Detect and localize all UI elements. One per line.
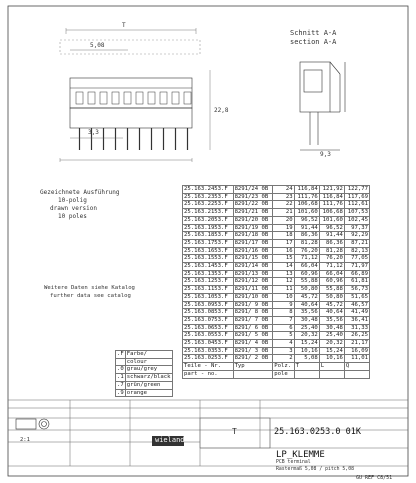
table-cell: 13 [273,270,294,278]
table-cell: 8291/11 0B [233,286,273,294]
table-cell: 5,08 [294,355,319,363]
table-cell: 25.163.0653.F [183,324,234,332]
legend-row [116,389,173,397]
table-row [183,247,370,255]
table-row [183,193,370,201]
table-cell: 116,84 [294,186,319,194]
table-cell: 25.163.1953.F [183,224,234,232]
table-header-cell: pole [273,370,294,378]
drawing-title: LP_KLEMME [276,450,325,460]
table-cell: 116,84 [319,193,344,201]
table-cell: 12 [273,278,294,286]
side-view [300,62,345,150]
table-cell: 6 [273,324,294,332]
table-header-cell: Typ [233,363,273,371]
dim-pitch-bottom: 3,3 [88,129,99,136]
table-cell: 23 [273,193,294,201]
legend-cell: grün/green [125,381,172,389]
table-cell: 17 [273,239,294,247]
table-cell: 81,28 [294,239,319,247]
footer-code: GU REF C8/51 [356,475,393,481]
table-row [183,263,370,271]
section-label-de: Schnitt A-A [290,29,337,37]
table-cell: 117,69 [344,193,369,201]
table-cell: 66,89 [344,270,369,278]
table-cell: 8291/16 0B [233,247,273,255]
table-cell: 16,09 [344,347,369,355]
table-row [183,309,370,317]
table-cell: 25.163.0253.F [183,355,234,363]
table-row [183,224,370,232]
table-header-cell: L [319,363,344,371]
table-cell: 71,12 [294,255,319,263]
dim-height: 22,8 [214,107,229,114]
subtitle-1: PCB terminal [276,460,311,465]
table-cell: 11,01 [344,355,369,363]
color-legend [115,350,173,397]
table-cell: 25.163.1753.F [183,239,234,247]
legend-cell: grau/grey [125,366,172,374]
table-header-cell: Q [344,363,369,371]
legend-cell: colour [125,358,172,366]
table-cell: 25.163.2253.F [183,201,234,209]
table-header-cell [294,370,319,378]
note-shown-en2: 10 poles [58,213,87,220]
table-cell: 61,81 [344,278,369,286]
table-cell: 107,53 [344,209,369,217]
table-cell: 25.163.2153.F [183,209,234,217]
table-cell: 8291/18 0B [233,232,273,240]
dim-pitch-top: 5,08 [90,42,105,49]
table-cell: 92,29 [344,232,369,240]
table-cell: 55,88 [294,278,319,286]
legend-row [116,374,173,382]
table-cell: 8 [273,309,294,317]
table-row [183,201,370,209]
table-cell: 86,36 [319,239,344,247]
table-cell: 56,73 [344,286,369,294]
table-cell: 50,80 [319,293,344,301]
table-cell: 46,57 [344,301,369,309]
table-cell: 14 [273,263,294,271]
table-cell: 66,04 [319,270,344,278]
legend-row [116,366,173,374]
table-cell: 25.163.2353.F [183,193,234,201]
table-cell: 8291/19 0B [233,224,273,232]
table-cell: 76,20 [294,247,319,255]
table-cell: 15,24 [319,347,344,355]
legend-row [116,358,173,366]
table-cell: 8291/ 3 0B [233,347,273,355]
table-cell: 60,96 [319,278,344,286]
table-row [183,324,370,332]
table-cell: 8291/17 0B [233,239,273,247]
table-cell: 97,37 [344,224,369,232]
table-cell: 71,97 [344,263,369,271]
note-more-en: further data see catalog [50,293,131,299]
table-cell: 40,64 [319,309,344,317]
table-cell: 106,68 [319,209,344,217]
table-cell: 36,41 [344,316,369,324]
table-cell: 11 [273,286,294,294]
table-cell: 8291/20 0B [233,216,273,224]
table-row [183,270,370,278]
table-row [183,316,370,324]
table-cell: 20 [273,216,294,224]
terminal-opening [136,92,143,104]
table-row [183,239,370,247]
table-cell: 35,56 [319,316,344,324]
table-cell: 8291/13 0B [233,270,273,278]
legend-cell [116,358,126,366]
table-header-row-en [183,370,370,378]
table-cell: 25.163.0453.F [183,340,234,348]
table-cell: 8291/ 8 0B [233,309,273,317]
table-cell: 9 [273,301,294,309]
table-cell: 25.163.1053.F [183,293,234,301]
table-row [183,232,370,240]
scale-label: 2:1 [20,437,30,443]
table-cell: 15,24 [294,340,319,348]
table-cell: 71,12 [319,263,344,271]
table-cell: 5 [273,332,294,340]
legend-cell: .9 [117,389,124,396]
terminal-opening [184,92,191,104]
table-cell: 20,32 [294,332,319,340]
table-cell: 76,20 [319,255,344,263]
table-row [183,209,370,217]
table-cell: 81,28 [319,247,344,255]
table-cell: 2 [273,355,294,363]
table-cell: 25,40 [319,332,344,340]
table-cell: 8291/ 4 0B [233,340,273,348]
table-row [183,301,370,309]
table-cell: 8291/14 0B [233,263,273,271]
table-cell: 40,64 [294,301,319,309]
table-cell: 10,16 [319,355,344,363]
table-row [183,340,370,348]
note-shown-de2: 10-polig [58,197,87,204]
table-cell: 31,33 [344,324,369,332]
legend-cell: Farbe/ [125,351,172,359]
table-cell: 45,72 [294,293,319,301]
table-cell: 8291/ 5 0B [233,332,273,340]
table-row [183,347,370,355]
terminal-opening [88,92,95,104]
note-more-de: Weitere Daten siehe Katalog [44,285,135,291]
terminal-opening [112,92,119,104]
table-cell: 87,21 [344,239,369,247]
table-header-cell [233,370,273,378]
table-header-cell: part - no. [183,370,234,378]
table-row [183,355,370,363]
table-cell: 25.163.1153.F [183,286,234,294]
table-cell: 25.163.2053.F [183,216,234,224]
table-cell: 25.163.0853.F [183,309,234,317]
table-row [183,216,370,224]
table-cell: 10 [273,293,294,301]
legend-row [116,381,173,389]
table-cell: 25.163.1553.F [183,255,234,263]
table-cell: 25.163.1653.F [183,247,234,255]
table-cell: 25.163.0953.F [183,301,234,309]
table-cell: 8291/24 0B [233,186,273,194]
table-cell: 77,05 [344,255,369,263]
table-cell: 8291/23 0B [233,193,273,201]
table-cell: 24 [273,186,294,194]
legend-cell: orange [125,389,172,397]
table-cell: 25.163.1853.F [183,232,234,240]
table-cell: 66,04 [294,263,319,271]
terminal-opening [160,92,167,104]
terminal-opening [76,92,83,104]
table-row [183,286,370,294]
table-cell: 45,72 [319,301,344,309]
table-row [183,278,370,286]
table-cell: 8291/10 0B [233,293,273,301]
table-cell: 19 [273,224,294,232]
sheet-label: T [232,427,237,436]
table-cell: 8291/21 0B [233,209,273,217]
table-row [183,186,370,194]
table-cell: 8291/22 0B [233,201,273,209]
table-header-cell: T [294,363,319,371]
table-cell: 25.163.1253.F [183,278,234,286]
table-cell: 25.163.1353.F [183,270,234,278]
table-cell: 8291/12 0B [233,278,273,286]
dim-width-label: T [122,22,126,29]
table-row [183,255,370,263]
table-cell: 101,60 [294,209,319,217]
company-name: wieland [155,436,185,444]
table-header-cell: Teile - Nr. [183,363,234,371]
table-cell: 20,32 [319,340,344,348]
legend-cell: schwarz/black [126,374,171,381]
connector-symbol-icon [16,419,49,429]
table-cell: 8291/ 6 0B [233,324,273,332]
note-shown-de: Gezeichnete Ausführung [40,189,120,196]
table-cell: 101,60 [319,216,344,224]
table-cell: 86,36 [294,232,319,240]
table-cell: 3 [273,347,294,355]
table-cell: 82,13 [344,247,369,255]
table-cell: 112,61 [344,201,369,209]
table-header-cell [319,370,344,378]
table-cell: 51,65 [344,293,369,301]
part-number: 25.163.0253.0 01K [274,427,361,437]
terminal-opening [100,92,107,104]
table-header-row [183,363,370,371]
terminal-opening [124,92,131,104]
table-header-cell [344,370,369,378]
legend-row [116,351,173,359]
table-cell: 41,49 [344,309,369,317]
table-cell: 25.163.0353.F [183,347,234,355]
front-view [60,40,200,128]
table-cell: 21 [273,209,294,217]
table-cell: 96,52 [319,224,344,232]
table-cell: 25.163.2453.F [183,186,234,194]
table-cell: 25,40 [294,324,319,332]
table-cell: 8291/ 2 0B [233,355,273,363]
table-cell: 26,25 [344,332,369,340]
table-cell: 10,16 [294,347,319,355]
table-cell: 7 [273,316,294,324]
table-cell: 25.163.0753.F [183,316,234,324]
table-cell: 122,77 [344,186,369,194]
table-cell: 25.163.1453.F [183,263,234,271]
table-cell: 121,92 [319,186,344,194]
table-cell: 8291/ 9 0B [233,301,273,309]
table-cell: 22 [273,201,294,209]
table-cell: 4 [273,340,294,348]
table-cell: 91,44 [319,232,344,240]
table-row [183,332,370,340]
table-cell: 91,44 [294,224,319,232]
table-row [183,293,370,301]
legend-cell: .7 [117,381,124,388]
table-cell: 30,48 [319,324,344,332]
terminal-opening [148,92,155,104]
parts-table [182,185,370,379]
table-cell: 60,96 [294,270,319,278]
table-cell: 18 [273,232,294,240]
legend-cell: .0 [117,366,124,373]
table-cell: 21,17 [344,340,369,348]
table-cell: 55,88 [319,286,344,294]
subtitle-2: Rastermaß 5,08 / pitch 5,08 [276,467,354,472]
legend-cell: .F [117,351,124,357]
table-cell: 30,48 [294,316,319,324]
table-cell: 8291/ 7 0B [233,316,273,324]
terminal-opening [172,92,179,104]
table-cell: 106,68 [294,201,319,209]
table-cell: 111,76 [319,201,344,209]
note-shown-en: drawn version [50,205,97,212]
table-cell: 8291/15 0B [233,255,273,263]
table-cell: 96,52 [294,216,319,224]
table-header-cell: Polz. [273,363,294,371]
legend-cell: .1 [117,374,124,381]
section-label-en: section A-A [290,38,337,46]
table-cell: 15 [273,255,294,263]
table-cell: 111,76 [294,193,319,201]
dim-side-width: 9,3 [320,151,331,158]
table-cell: 35,56 [294,309,319,317]
table-cell: 16 [273,247,294,255]
table-cell: 25.163.0553.F [183,332,234,340]
table-cell: 50,80 [294,286,319,294]
table-cell: 102,45 [344,216,369,224]
